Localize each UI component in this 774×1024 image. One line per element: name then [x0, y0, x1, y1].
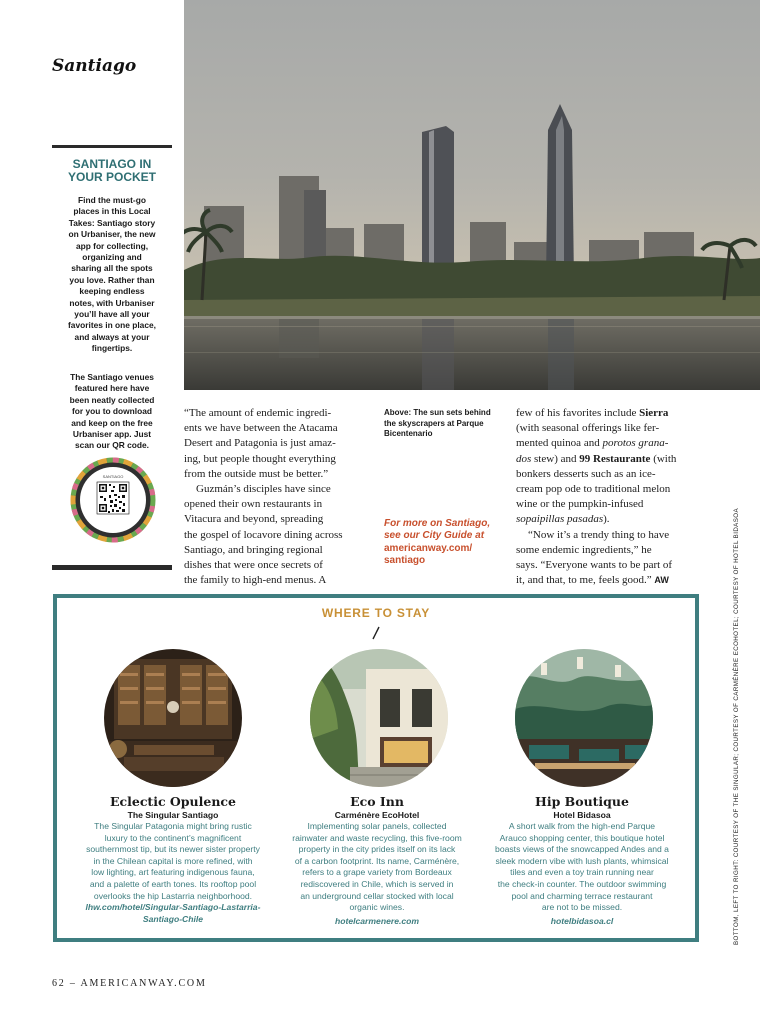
photo-credits: BOTTOM, LEFT TO RIGHT: COURTESY OF THE SINGULAR; COURTESY OF CARMÉNÈRE ECOHOTEL; COURTESY OF HOTEL BIDASOA — [733, 508, 740, 945]
sidebar-bottom-rule — [52, 565, 172, 570]
body-line: Desert and Patagonia is just amaz- — [184, 437, 336, 450]
desc-line: rainwater and waste recycling, this five-room — [292, 832, 462, 843]
link-line[interactable]: hotelcarmenere.com — [334, 916, 420, 926]
hotel-category-3: Hip Boutique — [535, 794, 629, 809]
sidebar-title-line: YOUR POCKET — [67, 170, 156, 184]
body-line: says. “Everyone wants to be part of — [516, 559, 673, 572]
desc-line: are not to be missed. — [541, 902, 623, 913]
hotel-link-3[interactable] — [484, 916, 680, 928]
restaurant-99: 99 Restaurante — [579, 452, 651, 465]
sidebar-title — [52, 158, 172, 184]
body-line: Vitacura and beyond, spreading — [184, 513, 324, 526]
hotel-desc-2 — [279, 821, 475, 914]
sidebar-line: notes, with Urbaniser — [69, 297, 155, 308]
dish-name: dos — [516, 452, 532, 465]
desc-line: the check-in counter. The outdoor swimming — [497, 878, 667, 889]
text-run: mented quinoa and — [516, 437, 603, 450]
carmenere-hotel-photo — [310, 649, 448, 787]
link-line[interactable]: lhw.com/hotel/Singular-Santiago-Lastarria- — [85, 902, 261, 912]
body-line: Guzmán’s disciples have since — [196, 483, 331, 496]
desc-line: rediscovered in Chile, which is served in — [300, 878, 454, 889]
dish-name: sopaipillas pasadas — [516, 513, 604, 526]
body-line — [516, 406, 704, 421]
body-line: “The amount of endemic ingredi- — [184, 407, 332, 419]
city-guide-link[interactable]: americanway.com/ — [384, 542, 473, 554]
section-title: Santiago — [52, 56, 137, 76]
desc-line: pool and charming terrace restaurant — [511, 890, 653, 901]
sidebar-line: organizing and — [82, 252, 142, 263]
sidebar-line: app for collecting, — [75, 240, 149, 251]
desc-line: refers to a grape variety from Bordeaux — [302, 867, 452, 878]
desc-line: sleek modern vibe with lush plants, whimsical — [495, 855, 669, 866]
hotel-category-1: Eclectic Opulence — [109, 794, 236, 809]
hotel-name-2: Carménère EcoHotel — [334, 810, 420, 820]
body-line: opened their own restaurants in — [184, 498, 323, 511]
hotel-category-2: Eco Inn — [350, 794, 404, 809]
sidebar-line: you’ll have all your — [74, 309, 150, 320]
desc-line: and a palette of earth tones. Its rooftop pool — [89, 878, 257, 889]
sidebar-line: favorites in one place, — [68, 320, 156, 331]
end-mark: AW — [654, 575, 669, 586]
sidebar-line: featured here have — [74, 383, 150, 394]
restaurant-sierra: Sierra — [639, 407, 669, 419]
city-guide-promo — [384, 518, 502, 568]
caption-text: The sun sets behind the skyscrapers at Parque Bicentenario — [384, 408, 491, 438]
sidebar-line: for you to download — [71, 406, 153, 417]
body-line: cream pop ode to traditional melon — [516, 483, 671, 496]
body-line: “Now it’s a trendy thing to have — [528, 528, 670, 541]
body-column-3 — [516, 406, 704, 588]
sidebar-line: Takes: Santiago story — [68, 217, 156, 228]
body-line: the family to high-end menus. A — [184, 574, 327, 587]
sidebar-line: been neatly collected — [69, 394, 155, 405]
sidebar-line: scan our QR code. — [75, 440, 149, 451]
sidebar-line: you love. Rather than — [69, 274, 155, 285]
body-line: ents we have between the Atacama — [184, 422, 338, 435]
sidebar-line: The Santiago venues — [70, 372, 154, 382]
sidebar-title-line: SANTIAGO IN — [72, 157, 152, 171]
city-guide-link-cont[interactable]: santiago — [384, 555, 426, 567]
photo-caption — [384, 408, 494, 440]
link-line[interactable]: Santiago-Chile — [142, 913, 204, 924]
body-line — [516, 512, 704, 527]
body-line: Santiago, and bringing regional — [184, 543, 323, 556]
desc-line: Implementing solar panels, collected — [307, 821, 447, 831]
sidebar-line: Find the must-go — [78, 195, 146, 205]
body-column-1 — [184, 406, 372, 588]
promo-line: For more on Santiago, — [384, 518, 491, 529]
sidebar-line: on Urbaniser, the new — [68, 229, 156, 240]
hotel-desc-1 — [75, 821, 271, 902]
hotel-name-1: The Singular Santiago — [127, 810, 219, 820]
sidebar-line: keeping endless — [79, 286, 145, 297]
bidasoa-hotel-photo — [515, 649, 653, 787]
dish-name: porotos grana- — [602, 437, 669, 450]
text-run: few of his favorites include — [516, 407, 640, 419]
sidebar-qr-note — [52, 372, 172, 452]
body-line — [516, 573, 704, 588]
link-line[interactable]: hotelbidasoa.cl — [550, 916, 614, 926]
text-run: stew) and — [531, 452, 580, 465]
hotel-desc-3 — [484, 821, 680, 914]
body-line — [516, 436, 704, 451]
where-to-stay-title: WHERE TO STAY — [321, 606, 431, 620]
qr-center-label: SANTIAGO — [102, 474, 124, 479]
desc-line: in the Chilean capital is more refined, with — [93, 855, 253, 866]
sidebar-line: sharing all the spots — [71, 263, 153, 274]
hotel-link-1[interactable] — [75, 902, 271, 925]
sidebar-line: Urbaniser app. Just — [72, 429, 152, 440]
body-line: from the outside must be better.” — [184, 467, 329, 480]
body-line: ing, but people thought everything — [184, 452, 336, 465]
sidebar-top-rule — [52, 145, 172, 148]
desc-line: an underground cellar stocked with local — [300, 890, 454, 901]
body-line: (with seasonal offerings like fer- — [516, 422, 660, 435]
promo-line: see our City Guide at — [384, 530, 485, 542]
desc-line: low lighting, art featuring indigenous fauna, — [91, 867, 255, 878]
desc-line: A short walk from the high-end Parque — [508, 821, 656, 831]
text-run: (with — [650, 452, 677, 465]
desc-line: organic wines. — [349, 902, 405, 913]
singular-hotel-photo — [104, 649, 242, 787]
caption-label: Above: — [384, 408, 412, 417]
desc-line: The Singular Patagonia might bring rustic — [94, 821, 252, 831]
sidebar-line: and always at your — [74, 331, 150, 342]
urbaniser-qr-badge[interactable] — [70, 457, 156, 543]
desc-line: luxury to the continent’s magnificent — [104, 832, 242, 843]
sidebar-line: and keep on the free — [71, 417, 153, 428]
text-run: ). — [603, 513, 610, 526]
qr-code-icon — [97, 482, 129, 514]
desc-line: boasts views of the snowcapped Andes and a — [495, 844, 669, 855]
body-line: some endemic ingredients,” he — [516, 543, 652, 556]
sidebar-line: places in this Local — [73, 206, 151, 217]
text-run: it, and that, to me, feels good.” — [516, 574, 652, 587]
desc-line: property in the city prides itself on its lack — [298, 844, 456, 855]
desc-line: of a carbon footprint. Its name, Carménère, — [294, 855, 460, 866]
body-line: dishes that were once secrets of — [184, 559, 323, 572]
hotel-name-3: Hotel Bidasoa — [553, 810, 611, 820]
desc-line: southernmost tip, but its newer sister property — [86, 844, 260, 855]
slash-icon — [371, 626, 381, 640]
desc-line: overlooks the hip Lastarria neighborhood. — [93, 890, 253, 901]
desc-line: tiles and even a toy train running near — [510, 867, 654, 878]
page-folio: 62 – AMERICANWAY.COM — [52, 978, 207, 989]
body-line — [516, 452, 704, 467]
santiago-skyline-photo — [184, 0, 760, 390]
sidebar-intro — [52, 195, 172, 355]
hotel-link-2[interactable] — [279, 916, 475, 928]
body-line: wine or the pumpkin-infused — [516, 498, 644, 511]
desc-line: Arauco shopping center, this boutique hotel — [499, 832, 665, 843]
body-line: bonkers desserts such as an ice- — [516, 467, 656, 480]
body-line: the gospel of locavore dining across — [184, 528, 343, 541]
sidebar-line: fingertips. — [91, 343, 133, 354]
